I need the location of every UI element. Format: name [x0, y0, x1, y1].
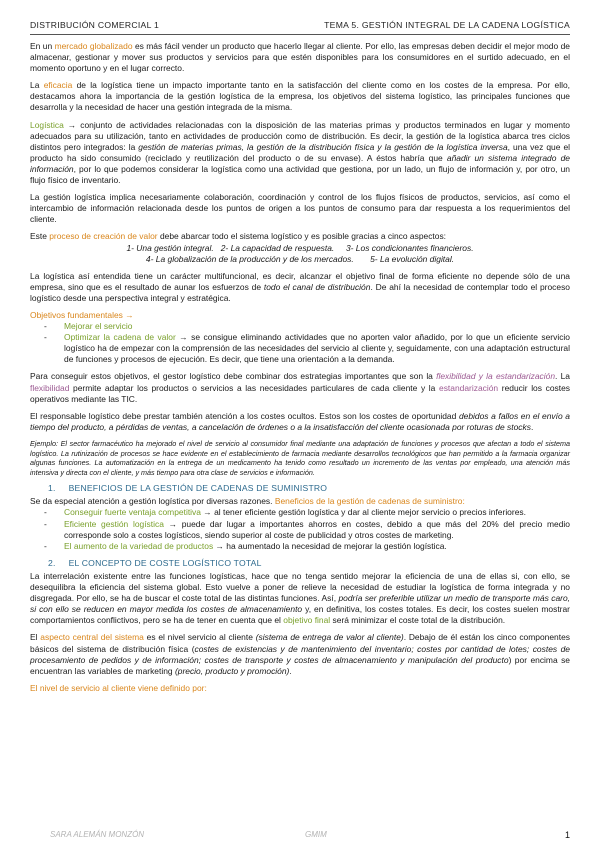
footer-author: SARA ALEMÁN MONZÓN: [50, 830, 145, 839]
text: .: [289, 665, 292, 676]
section-1-intro: [30, 496, 570, 507]
text: reducir los costes operativos mediante las TIC.: [30, 382, 570, 404]
text-italic: todo el canal de distribución: [263, 281, 371, 292]
section-title: EL CONCEPTO DE COSTE LOGÍSTICO TOTAL: [68, 557, 262, 568]
document-body: [30, 41, 570, 700]
term: Eficiente gestión logística: [64, 518, 164, 529]
list-item: [64, 541, 570, 552]
text: permite adaptar los productos o servicios a las necesidades particulares de cada cliente y la: [69, 382, 440, 393]
footer-course: GMIM: [305, 830, 327, 839]
example-note: Ejemplo: El sector farmacéutico ha mejorado el nivel de servicio al consumidor final mediante una adaptación de funciones y procesos que afectan a todo el sistema logístico. La rutinización de procesos se hace evidente en el establecimiento de farmacia mediante desarrollos tecnológicos que han permitido a la farmacia organizar algunas funciones. La automatización en la entrega de un medicamento ha tenido como resultado un incremento de las ventas por empleado, una atención más intensiva y directa con el cliente, y más tiempo para otra clase de servicios e información.: [30, 438, 570, 477]
highlight-eficacia: eficacia: [43, 80, 73, 91]
text: La: [30, 80, 44, 91]
text: La interrelación existente entre las funciones logísticas, hace que no tenga sentido mejorar la eficiencia de una de ellas si, con ello, se desequilibra la eficiencia del sistema global. Esto vuelve a poner de relieve la necesidad de estudiar la logística de forma integrada y no disgregada. Por ello, se ha de buscar el coste total de las distintas funciones. Así,: [30, 570, 570, 604]
aspects-line-1: 1- Una gestión integral. 2- La capacidad de respuesta. 3- Los condicionantes financieros.: [126, 242, 474, 253]
paragraph-estrategias: [30, 371, 570, 404]
term: flexibilidad: [30, 382, 70, 393]
text-italic: costes de existencias y de mantenimiento del inventario; costes por cantidad de lotes; costes de procesamiento de pedidos y de información; costes de transporte y costes de almacenamiento y manipulación del producto: [30, 643, 570, 665]
section-number: 2.: [48, 557, 56, 568]
paragraph-gestion-logistica: La gestión logística implica necesariamente colaboración, coordinación y control de los flujos físicos de productos, servicios, así como el intercambio de información relacionada desde los puntos de origen a los puntos de consumo para dar respuesta a los requerimientos del cliente.: [30, 192, 570, 225]
term: estandarización: [439, 382, 499, 393]
text: Para conseguir estos objetivos, el gestor logístico debe combinar dos estrategias importantes que son la: [30, 371, 437, 382]
term: El aumento de la variedad de productos: [64, 540, 214, 551]
text: En un: [30, 41, 55, 51]
header-rule: [30, 34, 570, 35]
text: Este: [30, 231, 50, 242]
term: Optimizar la cadena de valor: [64, 332, 176, 343]
text: es el nivel servicio al cliente: [143, 632, 256, 643]
term: flexibilidad y la estandarización: [436, 371, 556, 382]
text: debe abarcar todo el sistema logístico y es posible gracias a cinco aspectos:: [157, 231, 447, 242]
list-item: [64, 321, 570, 332]
highlight-mercado-globalizado: mercado globalizado: [54, 41, 133, 51]
text: . De ahí la necesidad de contemplar todo el proceso logístico desde una perspectiva integral y estratégica.: [30, 281, 571, 303]
paragraph-intro: [30, 41, 570, 74]
highlight: Beneficios de la gestión de cadenas de suministro:: [274, 496, 465, 507]
section-number: 1.: [48, 483, 56, 494]
section-title: BENEFICIOS DE LA GESTIÓN DE CADENAS DE SUMINISTRO: [68, 483, 328, 494]
text-italic: podría ser preferible utilizar un medio de transporte más caro, si con ello se reducen en mayor medida los costes de almacenamiento: [30, 593, 570, 615]
text: La logística así entendida tiene un carácter multifuncional, es decir, alcanzar el objetivo final de forma eficiente no depende sólo de una empresa, sino que es el resultado de aunar los esfuerzos de: [30, 270, 570, 292]
text: Se da especial atención a gestión logística por diversas razones.: [30, 496, 275, 507]
highlight-proceso-valor: proceso de creación de valor: [49, 231, 158, 242]
paragraph-multifuncional: [30, 271, 570, 304]
term-logistica: Logística: [30, 119, 64, 130]
section-heading-2: [30, 558, 570, 569]
text: . La: [555, 371, 570, 382]
objectives-list: [30, 321, 570, 365]
text: es más fácil vender un producto que hacerlo llegar al cliente. Por ello, las empresas deben decidir el mejor modo de almacenar, gestionar y mover sus productos y servicios para que estén disponibles para los consumidores en el surtido adecuado, en el momento oportuno y en el lugar correcto.: [30, 41, 570, 74]
text: .: [530, 421, 534, 432]
list-item: [64, 519, 570, 541]
text-italic: (sistema de entrega de valor al cliente): [255, 632, 404, 643]
text: → conjunto de actividades relacionadas con la disposición de las materias primas y productos terminados en lugar y momento adecuados para su utilización, tanto en actividades de producción como de distribución. Es decir, la gestión de la logística abarca tres ciclos distintos pero integrados: la: [30, 119, 570, 152]
highlight: aspecto central del sistema: [40, 632, 144, 643]
section-heading-1: [30, 483, 570, 494]
text: , una vez que el producto ha sido consumido (reciclado y reutilización del producto o de su envase). A éstos habría que: [30, 141, 571, 163]
paragraph-eficacia: [30, 80, 570, 113]
text: El responsable logístico debe prestar también atención a los costes ocultos. Estos son los costes de oportunidad: [30, 410, 459, 421]
text: → ha aumentado la necesidad de mejorar la gestión logística.: [213, 540, 447, 551]
text: , por lo que podemos considerar la logística como una actividad que gestiona, por un lado, un flujo de información y, por otro, un flujo físico de inventario.: [30, 163, 570, 186]
text: El: [30, 632, 41, 643]
page-footer: [30, 830, 570, 842]
benefits-list: [30, 507, 570, 551]
paragraph-proceso-valor: [30, 231, 570, 242]
text: y, en definitiva, los costes totales. Es decir, los costes suelen mostrar comportamientos conflictivos, pero se ha de tener en cuenta que el: [30, 604, 570, 626]
list-item: [64, 332, 570, 365]
header-topic: TEMA 5. GESTIÓN INTEGRAL DE LA CADENA LOGÍSTICA: [324, 20, 570, 30]
objectives-title: Objetivos fundamentales →: [30, 309, 134, 320]
paragraph-aspecto-central: [30, 632, 570, 676]
paragraph-costes-ocultos: [30, 411, 570, 433]
term: Mejorar el servicio: [64, 321, 133, 332]
page-number: 1: [564, 830, 570, 840]
aspects-line-2: 4- La globalización de la producción y de los mercados. 5- La evolución digital.: [145, 253, 455, 264]
text: ) por encima se encuentran las variables de marketing: [30, 654, 570, 676]
text: → puede dar lugar a importantes ahorros en costes, debido a que más del 20% del precio medio corresponde solo a costes logísticos, siendo superior al coste de publicidad y otros costes de marketing.: [64, 518, 571, 540]
text: de la logística tiene un impacto importante tanto en la satisfacción del cliente como en los costes de la empresa. Por ello, destacamos ahora la importancia de la gestión logística de la empresa, los objetivos del sistema logístico, las principales funciones que desarrolla y la necesidad de hacer una gestión integrada de la misma.: [30, 80, 571, 113]
header-subject: DISTRIBUCIÓN COMERCIAL 1: [30, 20, 160, 30]
text-italic: (precio, producto y promoción): [174, 665, 290, 676]
page-header: [30, 20, 570, 34]
text: . Debajo de él están los cinco componentes básicos del sistema de distribución física (: [30, 632, 570, 654]
text-italic: debidos a fallos en el envío a tiempo del producto, a pérdidas de ventas, a cancelación de órdenes o a la insatisfacción del cliente ocasionada por roturas de stocks: [30, 410, 570, 432]
paragraph-logistica-definition: [30, 120, 570, 187]
term: objetivo final: [283, 615, 331, 626]
text-italic: gestión de materias primas, la gestión de la distribución física y la gestión de la logística inversa: [138, 141, 508, 152]
paragraph-nivel-servicio: El nivel de servicio al cliente viene definido por:: [30, 682, 207, 693]
paragraph-coste-total: [30, 571, 570, 626]
term: Conseguir fuerte ventaja competitiva: [64, 507, 201, 518]
text: será minimizar el coste total de la distribución.: [330, 615, 506, 626]
list-item: [64, 507, 570, 518]
text-italic: añadir un sistema integrado de información: [30, 152, 570, 174]
text: → se consigue eliminando actividades que no aporten valor añadido, por lo que un eficiente servicio logístico ha de empezar con la comprensión de las necesidades del servicio al cliente y, seguidamente, con una adaptación estructural de funciones y procesos de ejecución. Es decir, que tiene una orientación a la demanda.: [64, 332, 570, 365]
text: → al tener eficiente gestión logística y dar al cliente mejor servicio o precios inferiores.: [200, 507, 526, 518]
